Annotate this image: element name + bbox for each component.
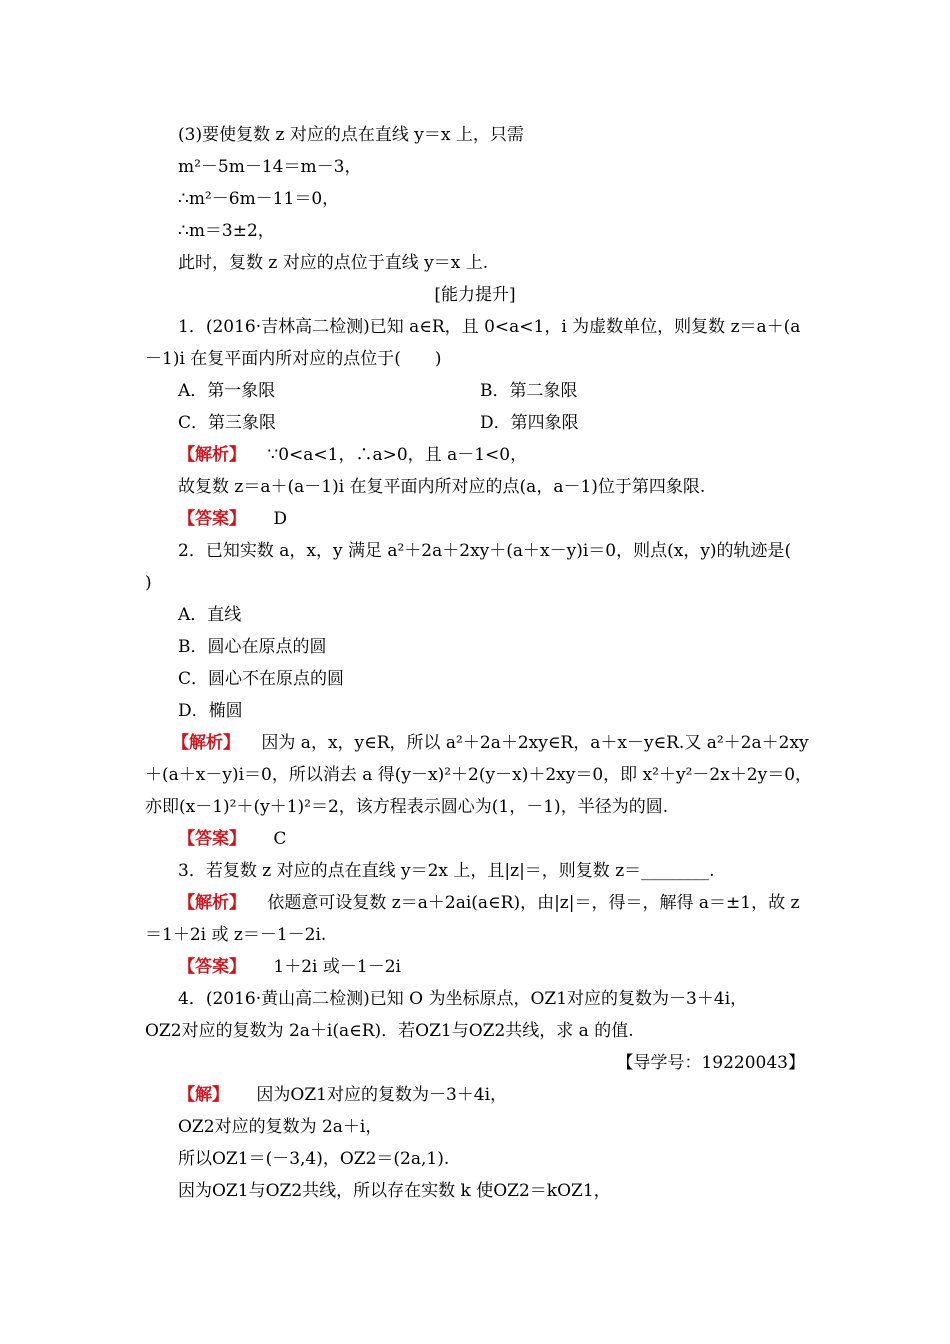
q1-line-1: 1．(2016·吉林高二检测)已知 a∈R，且 0<a<1，i 为虚数单位，则复数 z＝a＋(a <box>178 317 801 337</box>
q2-option-a: A．直线 <box>178 605 242 625</box>
q4-jie-text-3: 所以OZ1＝(－3,4)，OZ2＝(2a,1). <box>178 1149 450 1169</box>
q4-jie-text-2: OZ2对应的复数为 2a＋i， <box>178 1117 383 1137</box>
q3-line-1: 3．若复数 z 对应的点在直线 y＝2x 上，且|z|＝，则复数 z＝________. <box>178 861 715 881</box>
jiexi-tag: 【解析】 <box>178 893 246 913</box>
part3-line-2: m²－5m－14＝m－3， <box>178 157 362 177</box>
part3-line-4: ∴m＝3±2， <box>178 221 275 241</box>
q2-jiexi-text-2: ＋(a＋x－y)i＝0，所以消去 a 得(y－x)²＋2(y－x)＋2xy＝0，即 x²＋y²－2x＋2y＝0， <box>145 765 813 785</box>
q4-jie-text-1: 因为OZ1对应的复数为－3＋4i， <box>256 1085 508 1105</box>
q2-jiexi <box>172 731 809 755</box>
q1-line-2: －1)i 在复平面内所对应的点位于( ) <box>145 349 442 369</box>
q2-option-b: B．圆心在原点的圆 <box>178 637 327 657</box>
jiexi-tag: 【解析】 <box>172 733 240 753</box>
q2-line-1: 2．已知实数 a，x，y 满足 a²＋2a＋2xy＋(a＋x－y)i＝0，则点(x，y)的轨迹是( <box>178 541 792 561</box>
q1-jiexi <box>178 443 527 467</box>
q2-jiexi-text-1: 因为 a，x，y∈R，所以 a²＋2a＋2xy∈R，a＋x－y∈R.又 a²＋2a＋2xy <box>261 733 809 753</box>
section-title: [能力提升] <box>434 285 516 305</box>
daan-tag: 【答案】 <box>178 829 246 849</box>
q4-jie-text-4: 因为OZ1与OZ2共线，所以存在实数 k 使OZ2＝kOZ1， <box>178 1181 611 1201</box>
q1-jiexi-text-2: 故复数 z＝a＋(a－1)i 在复平面内所对应的点(a，a－1)位于第四象限. <box>178 477 706 497</box>
q2-option-c: C．圆心不在原点的圆 <box>178 669 345 689</box>
q4-line-1: 4．(2016·黄山高二检测)已知 O 为坐标原点，OZ1对应的复数为－3＋4i， <box>178 989 748 1009</box>
q1-option-a: A．第一象限 <box>178 381 276 401</box>
guide-number: 【导学号：19220043】 <box>616 1053 805 1073</box>
part3-line-5: 此时，复数 z 对应的点位于直线 y＝x 上. <box>178 253 489 273</box>
q1-answer: D <box>273 509 288 529</box>
q2-jiexi-text-3: 亦即(x－1)²＋(y＋1)²＝2，该方程表示圆心为(1，－1)，半径为的圆. <box>145 797 669 817</box>
q2-answer: C <box>273 829 287 849</box>
q4-jie <box>178 1083 507 1107</box>
q1-jiexi-text-1: ∵0<a<1，∴a>0，且 a－1<0， <box>267 445 528 465</box>
part3-line-1: (3)要使复数 z 对应的点在直线 y＝x 上，只需 <box>178 125 524 145</box>
q4-line-2: OZ2对应的复数为 2a＋i(a∈R)．若OZ1与OZ2共线，求 a 的值. <box>145 1021 634 1041</box>
jiexi-tag: 【解析】 <box>178 445 246 465</box>
part3-line-3: ∴m²－6m－11＝0， <box>178 189 340 209</box>
q2-option-d: D．椭圆 <box>178 701 243 721</box>
jie-tag: 【解】 <box>178 1085 229 1105</box>
q1-option-c: C．第三象限 <box>178 413 277 433</box>
q1-daan <box>178 507 287 531</box>
daan-tag: 【答案】 <box>178 957 246 977</box>
q1-option-d: D．第四象限 <box>480 413 579 433</box>
q3-jiexi-text-1: 依题意可设复数 z＝a＋2ai(a∈R)，由|z|＝，得＝，解得 a＝±1，故 z <box>267 893 800 913</box>
q3-jiexi-text-2: ＝1＋2i 或 z＝－1－2i. <box>145 925 327 945</box>
q2-daan <box>178 827 286 851</box>
q3-answer: 1＋2i 或－1－2i <box>273 957 401 977</box>
q3-jiexi <box>178 891 799 915</box>
q3-daan <box>178 955 401 979</box>
q2-line-2: ) <box>145 573 152 593</box>
daan-tag: 【答案】 <box>178 509 246 529</box>
q1-option-b: B．第二象限 <box>480 381 578 401</box>
